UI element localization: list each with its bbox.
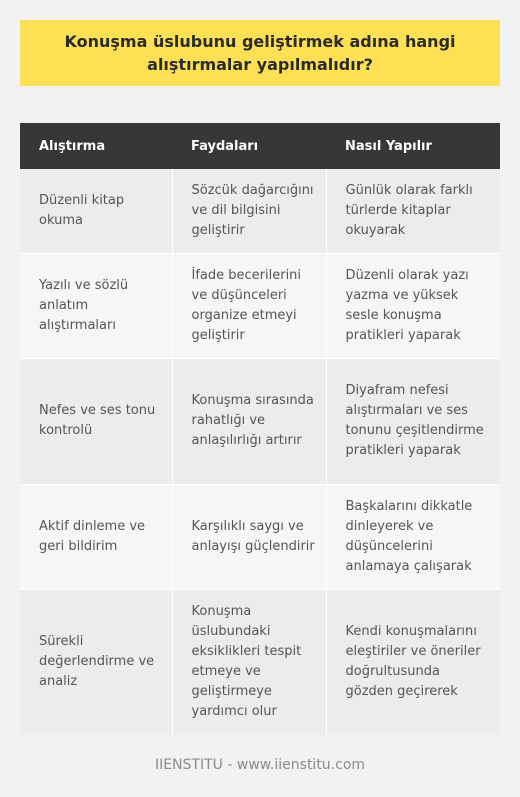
page-title: Konuşma üslubunu geliştirmek adına hangi alıştırmalar yapılmalıdır? bbox=[64, 32, 456, 74]
table-row bbox=[20, 484, 500, 589]
cell-how-to: Diyafram nefesi alıştırmaları ve ses tonunu çeşitlendirme pratikleri yaparak bbox=[326, 358, 500, 484]
cell-exercise: Sürekli değerlendirme ve analiz bbox=[20, 589, 172, 735]
cell-benefits: İfade becerilerini ve düşünceleri organize etmeyi geliştirir bbox=[172, 253, 326, 358]
exercise-table bbox=[20, 123, 500, 735]
cell-how-to: Günlük olarak farklı türlerde kitaplar okuyarak bbox=[326, 169, 500, 253]
cell-exercise: Yazılı ve sözlü anlatım alıştırmaları bbox=[20, 253, 172, 358]
cell-exercise: Nefes ve ses tonu kontrolü bbox=[20, 358, 172, 484]
header-exercise: Alıştırma bbox=[20, 123, 172, 169]
title-banner bbox=[20, 20, 500, 86]
table-row bbox=[20, 589, 500, 735]
table-row bbox=[20, 253, 500, 358]
table-header-row bbox=[20, 123, 500, 169]
header-benefits: Faydaları bbox=[172, 123, 326, 169]
cell-how-to: Düzenli olarak yazı yazma ve yüksek sesle konuşma pratikleri yaparak bbox=[326, 253, 500, 358]
cell-exercise: Aktif dinleme ve geri bildirim bbox=[20, 484, 172, 589]
cell-how-to: Başkalarını dikkatle dinleyerek ve düşüncelerini anlamaya çalışarak bbox=[326, 484, 500, 589]
header-how-to: Nasıl Yapılır bbox=[326, 123, 500, 169]
cell-benefits: Konuşma sırasında rahatlığı ve anlaşılırlığı artırır bbox=[172, 358, 326, 484]
cell-benefits: Konuşma üslubundaki eksiklikleri tespit etmeye ve geliştirmeye yardımcı olur bbox=[172, 589, 326, 735]
table-row bbox=[20, 169, 500, 253]
table-row bbox=[20, 358, 500, 484]
footer-credit: IIENSTITU - www.iienstitu.com bbox=[154, 757, 366, 773]
cell-how-to: Kendi konuşmalarını eleştiriler ve öneriler doğrultusunda gözden geçirerek bbox=[326, 589, 500, 735]
cell-benefits: Sözcük dağarcığını ve dil bilgisini geliştirir bbox=[172, 169, 326, 253]
cell-exercise: Düzenli kitap okuma bbox=[20, 169, 172, 253]
cell-benefits: Karşılıklı saygı ve anlayışı güçlendirir bbox=[172, 484, 326, 589]
